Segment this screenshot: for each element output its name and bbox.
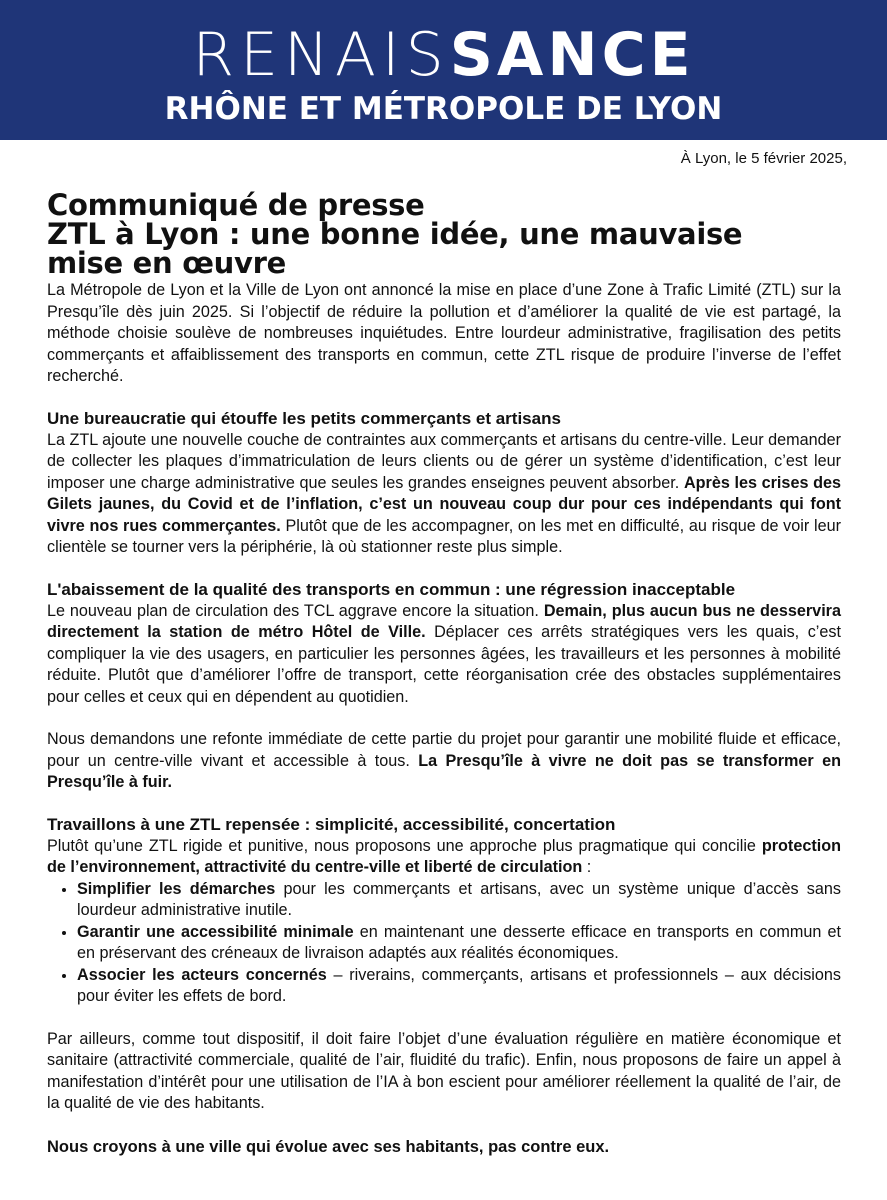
brand-bold-part: SANCE [449, 20, 695, 90]
intro-paragraph: La Métropole de Lyon et la Ville de Lyon ont annoncé la mise en place d’une Zone à Trafic Limité (ZTL) sur la Presqu’île dès juin 2025. Si l’objectif de réduire la pollution et d’améliorer la qualité de vie est partagé, la méthode choisie soulève de nombreuses inquiétudes. Entre lourdeur administrative, fragilisation des petits commerçants et affaiblissement des transports en commun, cette ZTL risque de produire l’inverse de l’effet recherché. [47, 281, 841, 385]
text-emphasis: Après les crises des Gilets jaunes, du Covid et de l’inflation, c’est un nouveau coup dur pour ces indépendants qui font vivre nos rues commerçantes. [47, 473, 841, 535]
list-item-text: pour les commerçants et artisans, avec un système unique d’accès sans lourdeur administrative inutile. [77, 879, 841, 919]
text-normal: Plutôt qu’une ZTL rigide et punitive, nous proposons une approche plus pragmatique qui concilie [47, 836, 762, 855]
evaluation-paragraph: Par ailleurs, comme tout dispositif, il doit faire l’objet d’une évaluation régulière en matière économique et sanitaire (attractivité commerciale, qualité de l’air, fluidité du trafic). Enfin, nous proposons de faire un appel à manifestation d’intérêt pour une utilisation de l’IA à bon escient pour améliorer réellement la qualité de l’air, de la qualité de vie des habitants. [47, 1029, 841, 1112]
closing-statement: Nous croyons à une ville qui évolue avec ses habitants, pas contre eux. [47, 1137, 610, 1156]
text-emphasis: Demain, plus aucun bus ne desservira directement la station de métro Hôtel de Ville. [47, 601, 841, 641]
list-item [77, 879, 841, 922]
section-paragraph-commerce [47, 430, 841, 559]
list-item-lead: Associer les acteurs concernés [77, 965, 327, 984]
title-line-1: Communiqué de presse [47, 188, 425, 222]
text-normal: Nous demandons une refonte immédiate de cette partie du projet pour garantir une mobilité fluide et efficace, pour un centre-ville vivant et accessible à tous. [47, 730, 841, 770]
brand-thin-part: RENAIS [192, 20, 450, 90]
list-item-lead: Garantir une accessibilité minimale [77, 922, 354, 941]
text-emphasis: protection de l’environnement, attractivité du centre-ville et liberté de circulation [47, 836, 841, 876]
section-heading-commerce: Une bureaucratie qui étouffe les petits commerçants et artisans [47, 408, 561, 428]
proposal-list [47, 879, 841, 1008]
list-item-text: en maintenant une desserte efficace en transports en commun et en préservant des créneaux de livraison adaptés aux réalités économiques. [77, 922, 842, 962]
demand-paragraph [47, 729, 841, 794]
title-line-3: mise en œuvre [47, 246, 286, 280]
list-item [77, 965, 841, 1008]
section-heading-transport: L'abaissement de la qualité des transports en commun : une régression inacceptable [47, 579, 736, 599]
text-normal: Le nouveau plan de circulation des TCL aggrave encore la situation. [47, 601, 544, 620]
section-heading-proposal: Travaillons à une ZTL repensée : simplicité, accessibilité, concertation [47, 814, 616, 834]
section-paragraph-proposal [47, 836, 841, 879]
text-normal: Plutôt que de les accompagner, on les met en difficulté, au risque de voir leur clientèle se tourner vers la périphérie, là où stationner reste plus simple. [47, 516, 841, 556]
section-paragraph-transport [47, 601, 841, 709]
header-banner [0, 0, 887, 140]
text-normal: La ZTL ajoute une nouvelle couche de contraintes aux commerçants et artisans du centre-ville. Leur demander de collecter les plaques d’immatriculation de leurs clients ou de gérer un système d’identification, c’est leur imposer une charge administrative que seules les grandes enseignes peuvent absorber. [47, 430, 841, 492]
text-normal: : [582, 858, 592, 876]
brand-logo [0, 20, 887, 88]
region-title: RHÔNE ET MÉTROPOLE DE LYON [164, 91, 723, 127]
text-emphasis: La Presqu’île à vivre ne doit pas se transformer en Presqu’île à fuir. [47, 751, 841, 791]
page-title [47, 188, 841, 280]
date-line: À Lyon, le 5 février 2025, [680, 150, 847, 167]
list-item [77, 922, 841, 965]
text-normal: Déplacer ces arrêts stratégiques vers les quais, c’est compliquer la vie des usagers, en particulier les personnes âgées, les travailleurs et les personnes à mobilité réduite. Plutôt que d’améliorer l’offre de transport, cette réorganisation crée des obstacles supplémentaires pour celles et ceux qui en dépendent au quotidien. [47, 623, 841, 706]
document-body [0, 150, 887, 1158]
list-item-text: – riverains, commerçants, artisans et professionnels – aux décisions pour éviter les effets de bord. [77, 965, 841, 1005]
title-line-2: ZTL à Lyon : une bonne idée, une mauvaise [47, 217, 743, 251]
list-item-lead: Simplifier les démarches [77, 879, 276, 898]
